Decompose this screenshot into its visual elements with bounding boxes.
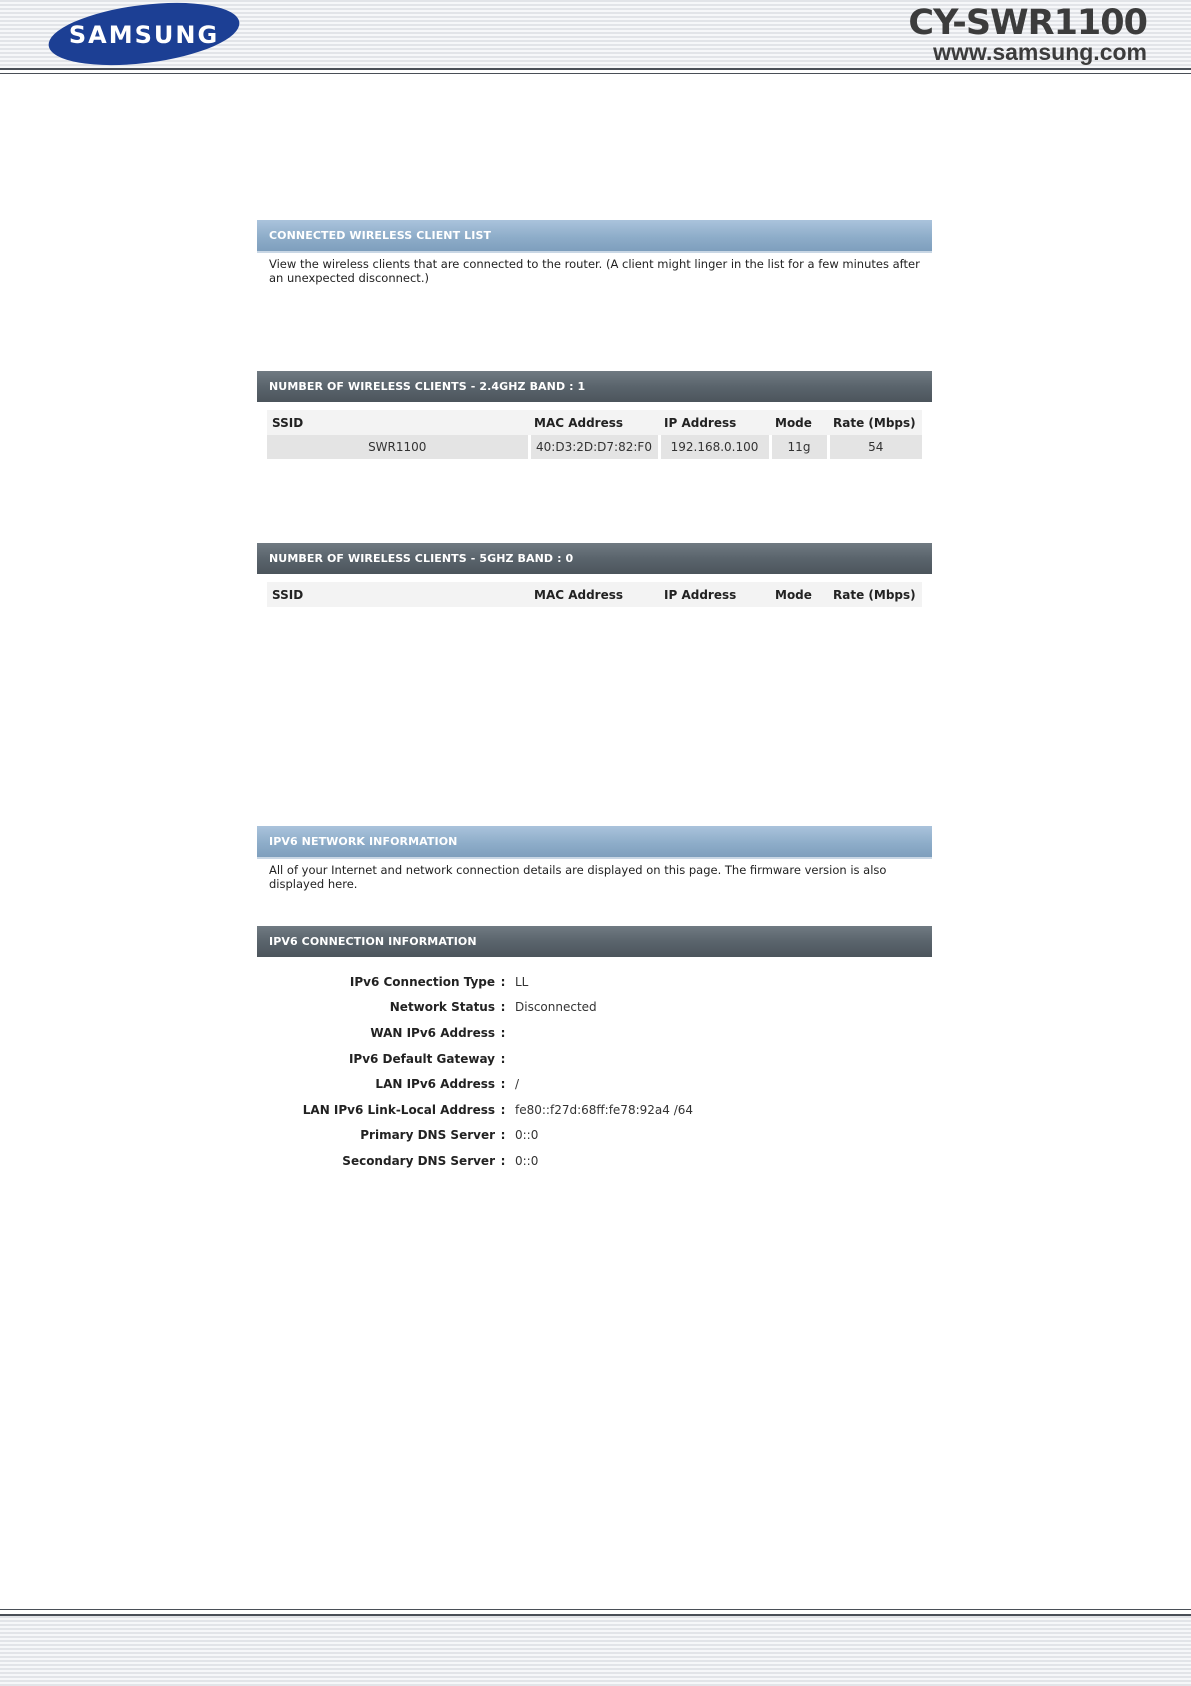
table-header-row — [267, 582, 922, 607]
info-label: LAN IPv6 Link-Local Address — [302, 1102, 495, 1117]
connected-client-list-section — [257, 220, 932, 285]
info-label: Network Status — [389, 1000, 495, 1015]
page-footer — [0, 1614, 1191, 1686]
column-header-ssid: SSID — [267, 582, 529, 607]
info-row-secondary-dns — [257, 1148, 932, 1174]
column-header-ip: IP Address — [659, 410, 770, 435]
section-description: View the wireless clients that are connected to the router. (A client might linger in the list for a few minutes after an unexpected disconnect.) — [269, 257, 920, 285]
section-title: NUMBER OF WIRELESS CLIENTS - 2.4GHZ BAND : 1 — [257, 371, 932, 402]
column-header-mac: MAC Address — [529, 410, 659, 435]
info-row-link-local — [257, 1097, 932, 1123]
info-colon: : — [500, 1077, 506, 1092]
section-description: All of your Internet and network connection details are displayed on this page. The firmware version is also displayed here. — [269, 863, 887, 891]
info-value: 0::0 — [515, 1153, 539, 1168]
ipv6-network-section — [257, 826, 932, 891]
website-url: www.samsung.com — [933, 39, 1147, 65]
ipv6-connection-section — [257, 926, 932, 1174]
band-24ghz-section — [257, 371, 932, 459]
column-header-mode: Mode — [770, 410, 828, 435]
info-colon: : — [500, 1051, 506, 1066]
info-value: LL — [515, 974, 529, 989]
column-header-mode: Mode — [770, 582, 828, 607]
cell-mode: 11g — [770, 435, 828, 459]
cell-ip: 192.168.0.100 — [659, 435, 770, 459]
cell-ssid: SWR1100 — [267, 435, 529, 459]
info-label: Secondary DNS Server — [342, 1153, 495, 1168]
info-colon: : — [500, 1128, 506, 1143]
info-value: fe80::f27d:68ff:fe78:92a4 /64 — [515, 1102, 694, 1117]
info-label: LAN IPv6 Address — [375, 1077, 495, 1092]
info-colon: : — [500, 1025, 506, 1040]
clients-table-24ghz — [267, 410, 922, 459]
info-row-default-gateway — [257, 1046, 932, 1072]
table-header-row — [267, 410, 922, 435]
column-header-rate: Rate (Mbps) — [828, 410, 922, 435]
info-colon: : — [500, 1153, 506, 1168]
info-row-wan-ipv6 — [257, 1020, 932, 1046]
page-header — [0, 0, 1191, 70]
info-value: / — [515, 1077, 520, 1092]
clients-table-5ghz — [267, 582, 922, 607]
ipv6-info-list — [257, 969, 932, 1174]
info-colon: : — [500, 1000, 506, 1015]
band-5ghz-section — [257, 543, 932, 607]
info-colon: : — [500, 1102, 506, 1117]
info-row-primary-dns — [257, 1123, 932, 1149]
column-header-ip: IP Address — [659, 582, 770, 607]
section-title: NUMBER OF WIRELESS CLIENTS - 5GHZ BAND : 0 — [257, 543, 932, 574]
info-value: Disconnected — [515, 1000, 597, 1015]
column-header-mac: MAC Address — [529, 582, 659, 607]
cell-rate: 54 — [828, 435, 922, 459]
section-title: IPV6 CONNECTION INFORMATION — [257, 926, 932, 957]
section-title: IPV6 NETWORK INFORMATION — [257, 826, 932, 859]
table-row — [267, 435, 922, 459]
info-value: 0::0 — [515, 1128, 539, 1143]
info-label: WAN IPv6 Address — [370, 1025, 495, 1040]
info-row-lan-ipv6 — [257, 1071, 932, 1097]
model-name: CY-SWR1100 — [908, 3, 1147, 43]
info-colon: : — [500, 974, 506, 989]
info-label: Primary DNS Server — [360, 1128, 495, 1143]
info-row-network-status — [257, 995, 932, 1021]
info-row-connection-type — [257, 969, 932, 995]
info-label: IPv6 Connection Type — [349, 974, 495, 989]
logo-text: SAMSUNG — [68, 21, 220, 49]
cell-mac: 40:D3:2D:D7:82:F0 — [529, 435, 659, 459]
column-header-ssid: SSID — [267, 410, 529, 435]
section-title: CONNECTED WIRELESS CLIENT LIST — [257, 220, 932, 253]
column-header-rate: Rate (Mbps) — [828, 582, 922, 607]
samsung-logo — [44, 2, 244, 66]
info-label: IPv6 Default Gateway — [348, 1051, 495, 1066]
